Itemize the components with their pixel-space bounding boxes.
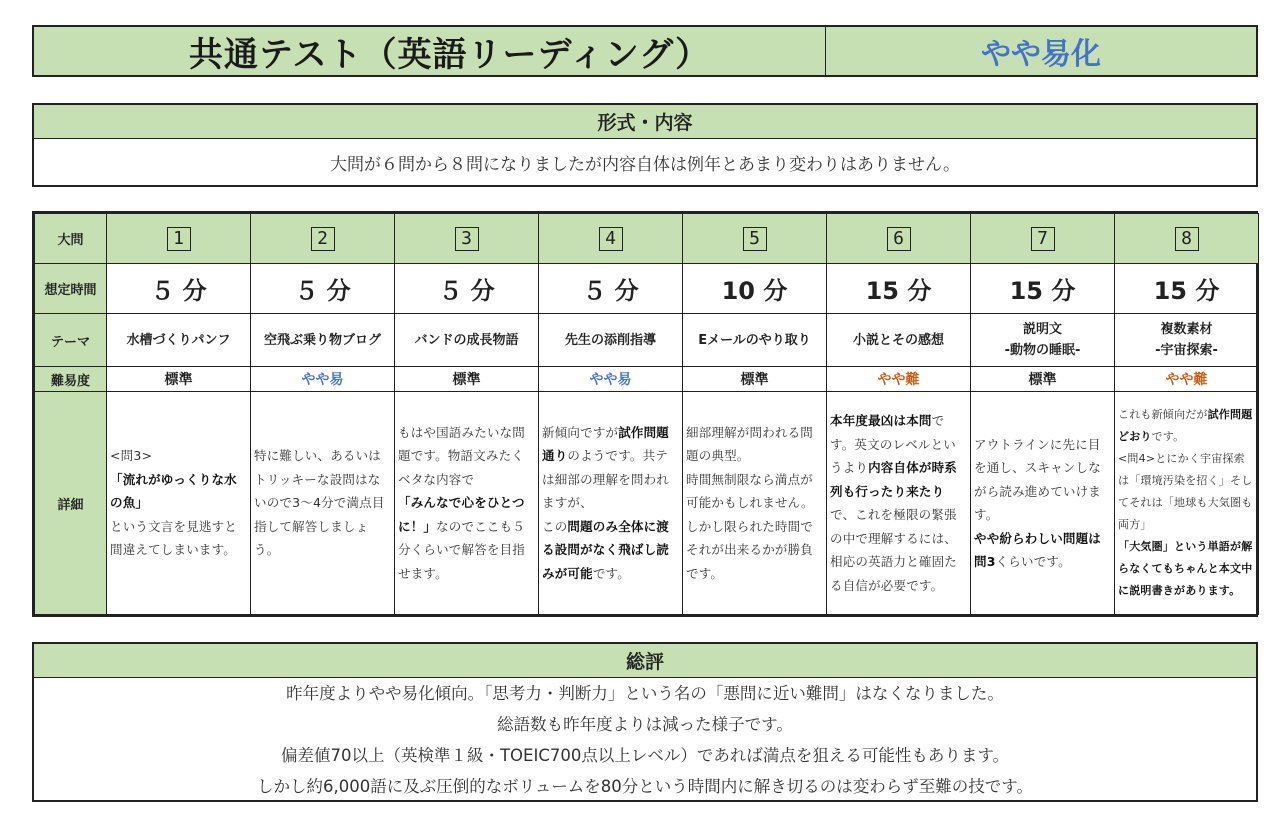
detail-text: この: [542, 518, 568, 534]
detail-emphasis: 「みんなで心をひとつに！」: [398, 495, 525, 534]
time-cell: 15 分: [1115, 264, 1259, 314]
header-bar: [32, 25, 1258, 77]
review-body: [34, 678, 1256, 802]
detail-cell: [683, 392, 827, 615]
detail-text: 細部理解が問われる問題の典型。: [686, 424, 814, 464]
detail-text: もはや国語みたいな問題です。物語文みたくベタな内容で: [398, 424, 526, 487]
difficulty-cell: やや易: [251, 367, 395, 392]
time-cell: 15 分: [971, 264, 1115, 314]
theme-title: 小説とその感想: [852, 332, 944, 348]
detail-cell: [1115, 392, 1259, 615]
time-cell: 15 分: [827, 264, 971, 314]
row-label-difficulty: 難易度: [35, 367, 107, 392]
theme-cell: [971, 314, 1115, 367]
time-cell: ５ 分: [395, 264, 539, 314]
detail-cell: [395, 392, 539, 615]
daimon-cell: [539, 214, 683, 264]
format-heading: 形式・内容: [34, 105, 1256, 139]
detail-text: 特に難しい、あるいはトリッキーな設問はないので3～4分で満点目指して解答しましょう。: [254, 448, 385, 558]
difficulty-cell: やや難: [1115, 367, 1259, 392]
difficulty-cell: 標準: [395, 367, 539, 392]
difficulty-cell: やや難: [827, 367, 971, 392]
daimon-number: 3: [455, 227, 479, 251]
theme-cell: [251, 314, 395, 367]
time-cell: 10 分: [683, 264, 827, 314]
theme-cell: [827, 314, 971, 367]
detail-text: のようです。共テは細部の理解を問われますが、: [542, 448, 670, 511]
daimon-number: 1: [167, 227, 191, 251]
detail-text: で、これを極限の緊張の中で理解するには、相応の英語力と確固たる自信が必要です。: [830, 507, 958, 593]
daimon-cell: [395, 214, 539, 264]
detail-emphasis: 試作問題どおり: [1118, 408, 1253, 443]
detail-text: アウトラインに先に目を通し、スキャンしながら読み進めていけます。: [974, 436, 1102, 522]
detail-text: これも新傾向だが: [1118, 408, 1208, 421]
time-cell: ５ 分: [107, 264, 251, 314]
daimon-cell: [683, 214, 827, 264]
detail-cell: [827, 392, 971, 615]
detail-emphasis: 本年度最凶は本問: [830, 413, 932, 428]
question-table: [32, 211, 1258, 617]
daimon-cell: [1115, 214, 1259, 264]
detail-text: です。英文のレベルというより: [830, 413, 957, 475]
daimon-number: 8: [1175, 227, 1199, 251]
daimon-cell: [827, 214, 971, 264]
detail-emphasis: 内容自体が時系列も行ったり来たり: [830, 460, 958, 499]
detail-cell: [539, 392, 683, 615]
review-heading: 総評: [34, 644, 1256, 678]
theme-cell: [683, 314, 827, 367]
detail-emphasis: 試作問題通り: [542, 424, 670, 464]
theme-title: 空飛ぶ乗り物ブログ: [263, 332, 381, 348]
time-cell: ５ 分: [251, 264, 395, 314]
review-line: 総語数も昨年度よりは減った様子です。: [497, 715, 793, 734]
theme-title: 複数素材: [1160, 322, 1213, 337]
theme-subtitle: -宇宙探索-: [1155, 343, 1218, 358]
theme-title: 水槽づくりパンフ: [126, 332, 231, 348]
detail-emphasis: 問題のみ全体に渡る設問がなく飛ばし読みが可能: [542, 518, 670, 581]
detail-emphasis: やや紛らわしい問題は問3: [974, 530, 1102, 569]
detail-text: という文言を見逃すと間違えてしまいます。: [110, 518, 238, 558]
detail-text: <問3>: [110, 448, 153, 464]
page-title: 共通テスト（英語リーディング）: [34, 27, 826, 75]
row-label-detail: 詳細: [35, 392, 107, 615]
row-label-time: 想定時間: [35, 264, 107, 314]
format-body: 大問が６問から８問になりましたが内容自体は例年とあまり変わりはありません。: [329, 155, 961, 175]
daimon-number: 2: [311, 227, 335, 251]
detail-text: 時間無制限なら満点が可能かもしれません。しかし限られた時間でそれが出来るかが勝負です。: [686, 471, 814, 581]
theme-subtitle: -動物の睡眠-: [1004, 343, 1081, 358]
review-line: 偏差値70以上（英検準１級・TOEIC700点以上レベル）であれば満点を狙える可能性もあります。: [280, 746, 1010, 765]
difficulty-cell: 標準: [107, 367, 251, 392]
overall-difficulty: やや易化: [826, 27, 1256, 75]
format-section: [32, 103, 1258, 187]
detail-emphasis: 「大気圏」という単語が解らなくてもちゃんと本文中に説明書きがあります。: [1118, 540, 1253, 597]
theme-cell: [1115, 314, 1259, 367]
row-label-daimon: 大問: [35, 214, 107, 264]
row-label-theme: テーマ: [35, 314, 107, 367]
detail-text: です。: [1151, 430, 1185, 443]
daimon-number: 6: [887, 227, 911, 251]
detail-text: <問4>とにかく宇宙探索は「環境汚染を招く」そしてそれは「地球も大気圏も両方」: [1118, 452, 1253, 531]
daimon-cell: [107, 214, 251, 264]
detail-text: 新傾向ですが: [542, 424, 619, 440]
theme-title: 先生の添削指導: [564, 332, 656, 348]
theme-cell: [539, 314, 683, 367]
daimon-number: 4: [599, 227, 623, 251]
detail-text: くらいです。: [995, 554, 1071, 569]
daimon-cell: [971, 214, 1115, 264]
detail-text: なのでここも５分くらいで解答を目指せます。: [398, 518, 526, 581]
detail-emphasis: 「流れがゆっくりな水の魚」: [110, 471, 237, 511]
detail-cell: [971, 392, 1115, 615]
difficulty-cell: やや易: [539, 367, 683, 392]
review-line: しかし約6,000語に及ぶ圧倒的なボリュームを80分という時間内に解き切るのは変わらず至難の技です。: [257, 777, 1033, 796]
daimon-cell: [251, 214, 395, 264]
theme-title: Eメールのやり取り: [698, 332, 811, 348]
detail-cell: [251, 392, 395, 615]
theme-title: 説明文: [1022, 322, 1062, 337]
review-section: [32, 642, 1258, 802]
review-line: 昨年度よりやや易化傾向。「思考力・判断力」という名の「悪問に近い難問」はなくなりました。: [286, 684, 1004, 703]
daimon-number: 7: [1031, 227, 1055, 251]
difficulty-cell: 標準: [683, 367, 827, 392]
detail-text: です。: [592, 565, 630, 581]
theme-title: バンドの成長物語: [414, 332, 519, 348]
detail-cell: [107, 392, 251, 615]
theme-cell: [107, 314, 251, 367]
time-cell: ５ 分: [539, 264, 683, 314]
theme-cell: [395, 314, 539, 367]
difficulty-cell: 標準: [971, 367, 1115, 392]
daimon-number: 5: [743, 227, 767, 251]
